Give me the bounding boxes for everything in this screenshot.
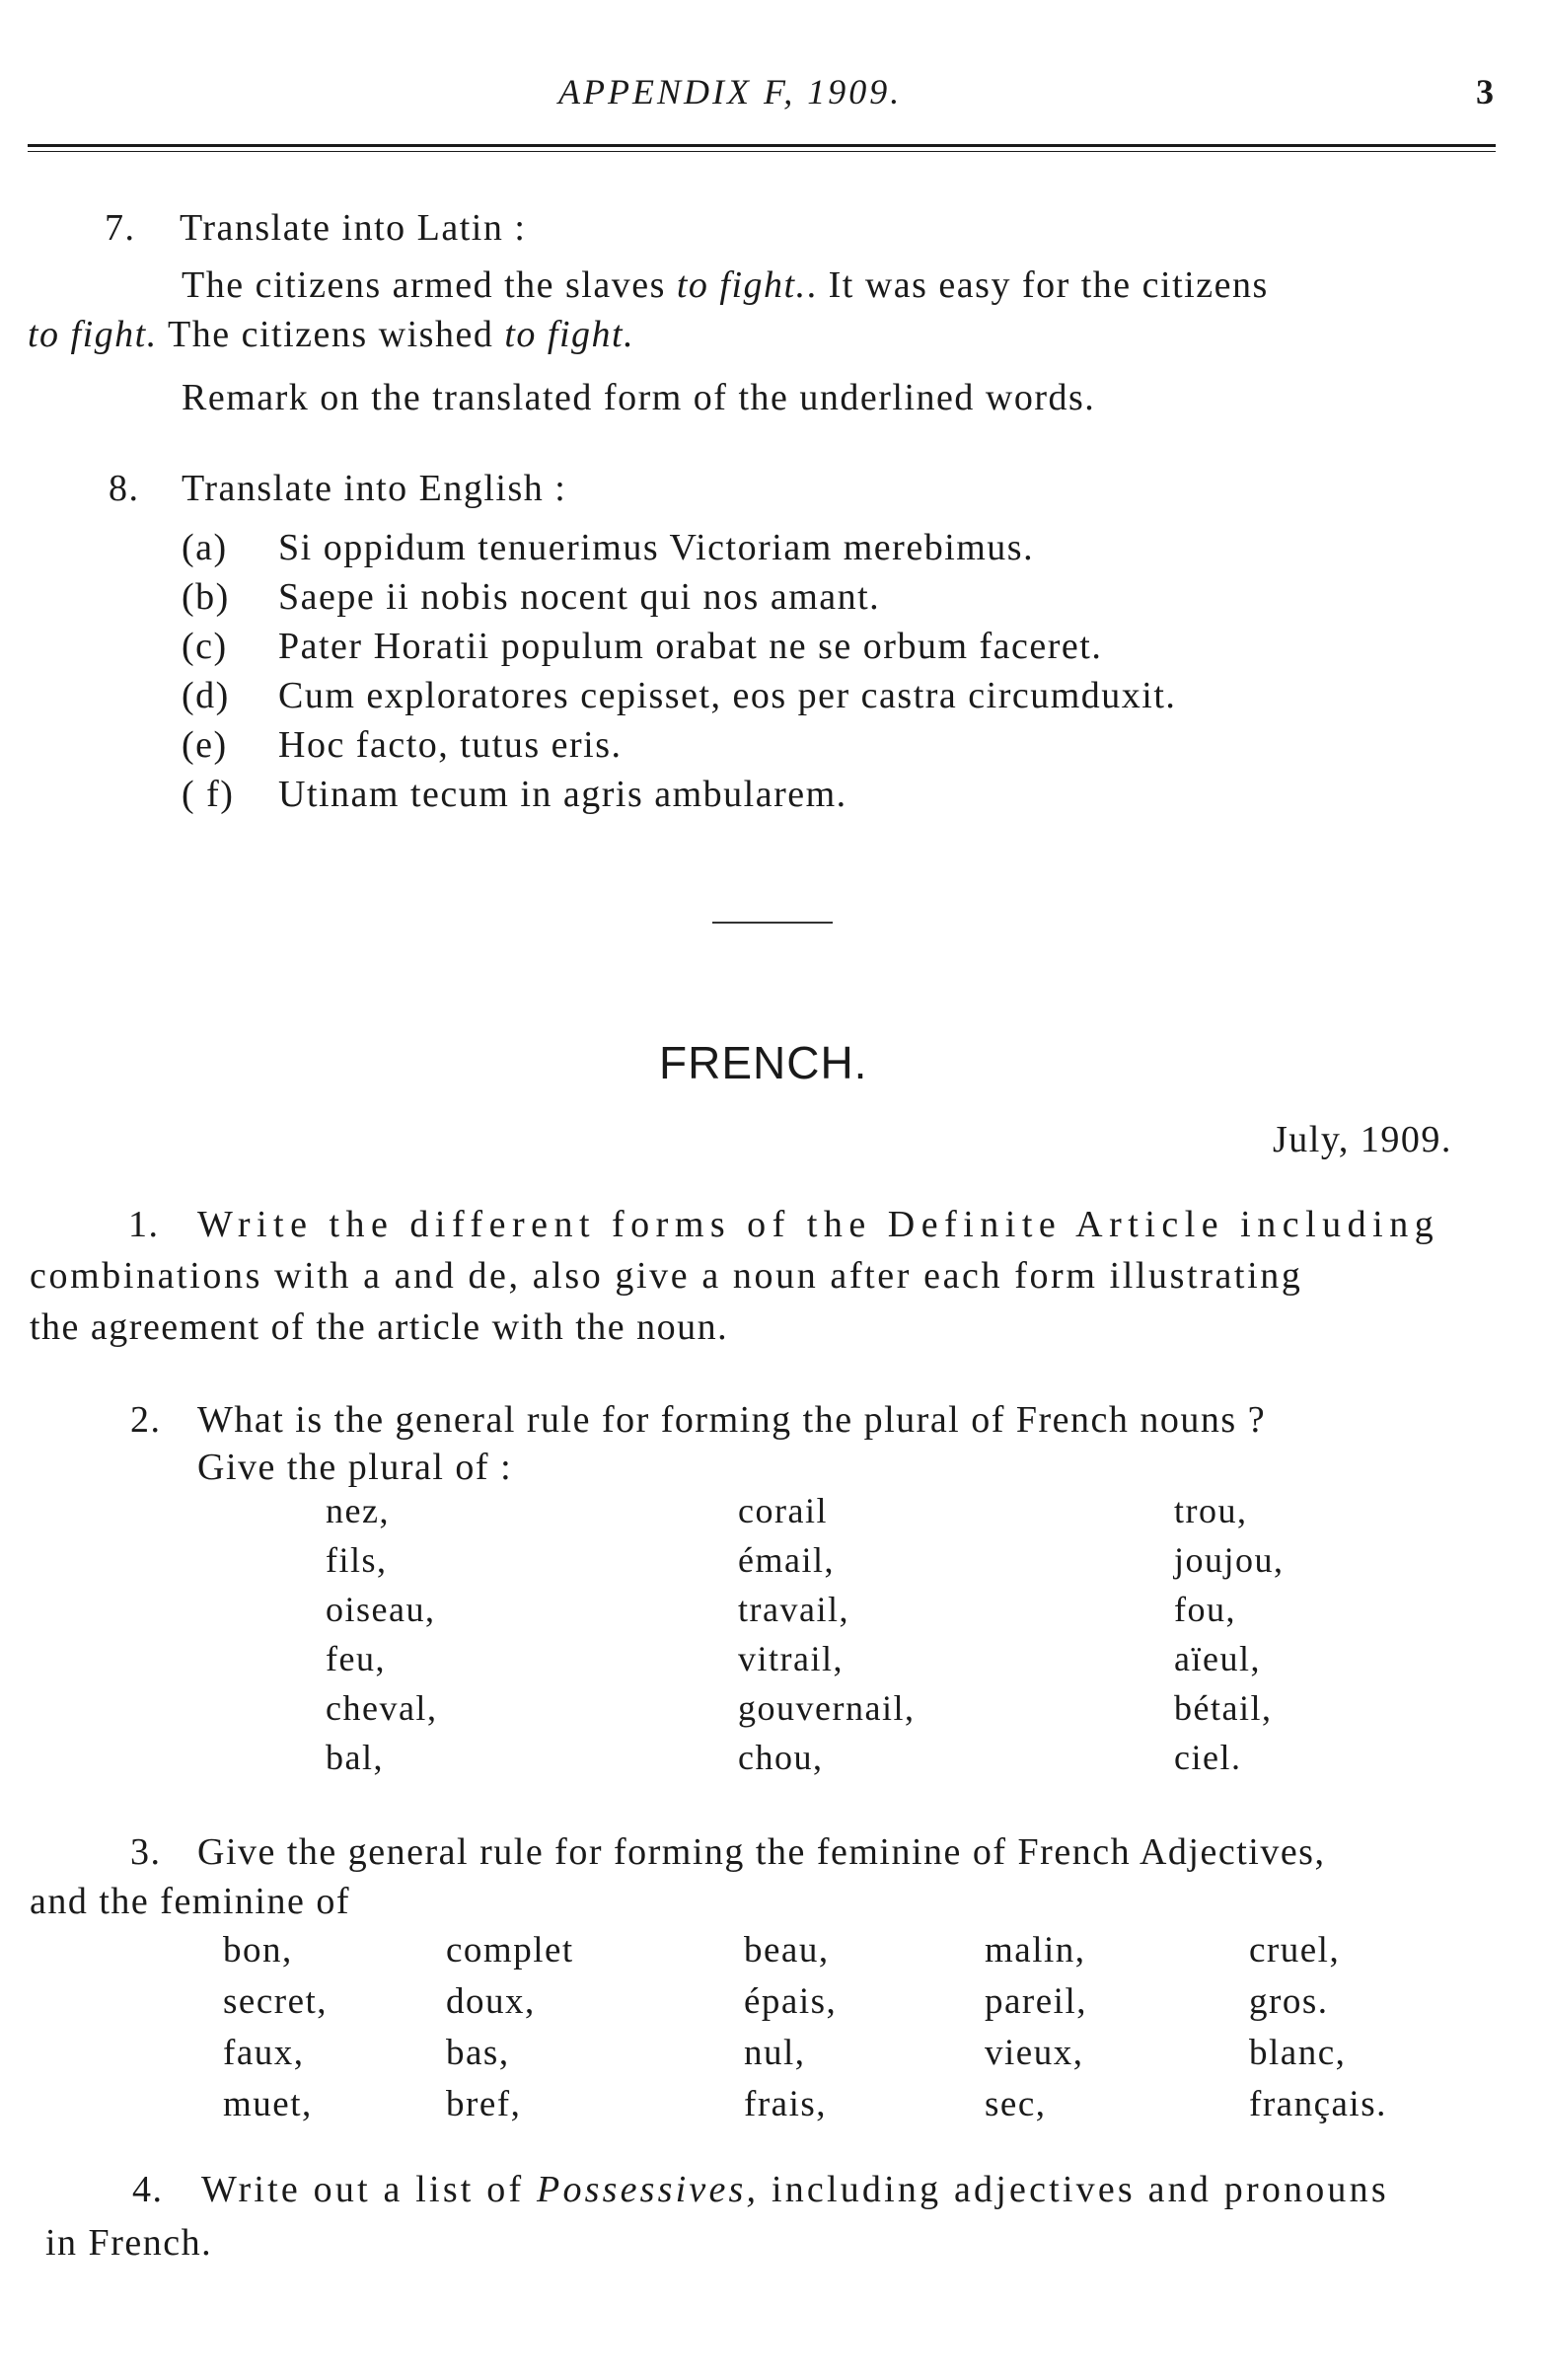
word-item: bétail, bbox=[1174, 1688, 1273, 1728]
word-item: muet, bbox=[223, 2084, 313, 2124]
word-item: bal, bbox=[326, 1738, 384, 1777]
question-number: 7. bbox=[105, 207, 136, 249]
word-item: gouvernail, bbox=[738, 1688, 916, 1728]
question-number: 4. bbox=[132, 2169, 164, 2210]
word-item: joujou, bbox=[1174, 1540, 1285, 1580]
word-item: frais, bbox=[744, 2084, 827, 2124]
section-heading: FRENCH. bbox=[659, 1037, 868, 1088]
question-number: 2. bbox=[130, 1399, 162, 1441]
word-item: secret, bbox=[223, 1981, 329, 2022]
item-label: (d) bbox=[182, 675, 230, 716]
word-item: vieux, bbox=[985, 2033, 1084, 2073]
word-item: corail bbox=[738, 1491, 828, 1530]
word-item: bon, bbox=[223, 1930, 293, 1971]
item-label: ( f) bbox=[182, 774, 235, 815]
exam-date: July, 1909. bbox=[1273, 1119, 1452, 1160]
item-text: Utinam tecum in agris ambularem. bbox=[278, 774, 847, 815]
header-rule-top bbox=[28, 144, 1496, 147]
question-sentence: to fight. The citizens wished to fight. bbox=[28, 314, 635, 355]
word-item: malin, bbox=[985, 1930, 1086, 1971]
italic-phrase: Possessives, bbox=[537, 2169, 760, 2210]
word-item: beau, bbox=[744, 1930, 830, 1971]
word-item: bas, bbox=[446, 2033, 510, 2073]
question-text: Write the different forms of the Definite Article including bbox=[197, 1204, 1440, 1245]
word-item: vitrail, bbox=[738, 1639, 844, 1678]
item-label: (c) bbox=[182, 626, 228, 667]
word-item: trou, bbox=[1174, 1491, 1248, 1530]
word-item: doux, bbox=[446, 1981, 536, 2022]
italic-phrase: to fight. bbox=[676, 264, 807, 306]
word-item: travail, bbox=[738, 1590, 849, 1629]
question-number: 3. bbox=[130, 1831, 162, 1873]
item-label: (b) bbox=[182, 576, 230, 618]
word-item: blanc, bbox=[1249, 2033, 1347, 2073]
question-number: 8. bbox=[109, 468, 140, 509]
item-label: (a) bbox=[182, 527, 228, 568]
item-text: Si oppidum tenuerimus Victoriam merebimus. bbox=[278, 527, 1035, 568]
word-item: français. bbox=[1249, 2084, 1387, 2124]
word-item: feu, bbox=[326, 1639, 386, 1678]
word-item: nez, bbox=[326, 1491, 390, 1530]
word-item: cheval, bbox=[326, 1688, 438, 1728]
word-item: ciel. bbox=[1174, 1738, 1242, 1777]
word-item: chou, bbox=[738, 1738, 824, 1777]
item-text: Hoc facto, tutus eris. bbox=[278, 724, 623, 766]
word-item: faux, bbox=[223, 2033, 305, 2073]
question-number: 1. bbox=[128, 1204, 160, 1245]
item-text: Saepe ii nobis nocent qui nos amant. bbox=[278, 576, 881, 618]
item-text: Cum exploratores cepisset, eos per castra circumduxit. bbox=[278, 675, 1177, 716]
item-text: Pater Horatii populum orabat ne se orbum faceret. bbox=[278, 626, 1103, 667]
word-item: pareil, bbox=[985, 1981, 1087, 2022]
question-text: in French. bbox=[45, 2222, 213, 2264]
italic-phrase: to fight. bbox=[504, 314, 635, 355]
word-item: sec, bbox=[985, 2084, 1047, 2124]
word-item: aïeul, bbox=[1174, 1639, 1261, 1678]
word-item: émail, bbox=[738, 1540, 835, 1580]
word-item: épais, bbox=[744, 1981, 838, 2022]
running-header-title: APPENDIX F, 1909. bbox=[558, 72, 903, 112]
italic-phrase: to fight. bbox=[28, 314, 158, 355]
word-item: nul, bbox=[744, 2033, 806, 2073]
question-text: Write out a list of Possessives, including adjectives and pronouns bbox=[201, 2169, 1389, 2210]
word-item: bref, bbox=[446, 2084, 522, 2124]
item-label: (e) bbox=[182, 724, 228, 766]
word-item: fou, bbox=[1174, 1590, 1236, 1629]
question-text: What is the general rule for forming the plural of French nouns ? bbox=[197, 1399, 1267, 1441]
word-item: cruel, bbox=[1249, 1930, 1341, 1971]
word-item: gros. bbox=[1249, 1981, 1329, 2022]
question-text: and the feminine of bbox=[30, 1881, 351, 1922]
question-title: Translate into Latin : bbox=[180, 207, 527, 249]
word-item: complet bbox=[446, 1930, 574, 1971]
question-sentence: The citizens armed the slaves to fight.. It was easy for the citizens bbox=[182, 264, 1269, 306]
question-title: Translate into English : bbox=[182, 468, 567, 509]
question-instruction: Remark on the translated form of the underlined words. bbox=[182, 377, 1096, 418]
word-item: fils, bbox=[326, 1540, 388, 1580]
page-number: 3 bbox=[1476, 72, 1494, 112]
question-text: Give the general rule for forming the feminine of French Adjectives, bbox=[197, 1831, 1326, 1873]
question-text: the agreement of the article with the noun. bbox=[30, 1306, 729, 1348]
word-item: oiseau, bbox=[326, 1590, 436, 1629]
header-rule-bottom bbox=[28, 151, 1496, 152]
question-text: combinations with a and de, also give a noun after each form illustrating bbox=[30, 1255, 1303, 1297]
section-divider bbox=[712, 922, 833, 924]
question-text: Give the plural of : bbox=[197, 1447, 513, 1488]
